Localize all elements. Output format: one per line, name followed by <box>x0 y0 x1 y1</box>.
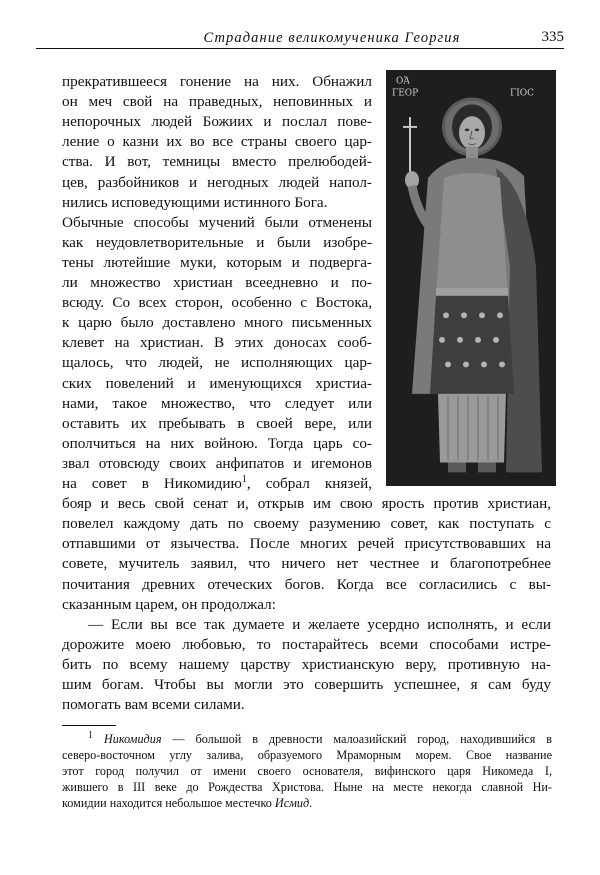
body-line: ление о казни их во все страны своего цар- <box>62 133 372 151</box>
body-line: звал отовсюду своих анфипатов и игемонов <box>62 454 372 472</box>
body-line: Обычные способы мучений были отменены <box>62 213 372 231</box>
footnote-line <box>62 795 552 811</box>
icon-inscription-right: ΓΙΟϹ <box>510 88 535 99</box>
icon-illustration <box>386 70 556 486</box>
body-line: щалось, что людей, не исполняющих цар- <box>62 354 372 372</box>
body-line: помогать вам всеми силами. <box>62 696 245 714</box>
footnote-line <box>88 731 552 747</box>
footnote-line: этот город получил от имени своего основателя, вифинского царя Никомеда I, <box>62 764 552 779</box>
icon-inscription-left-2: ΓΕΟΡ <box>392 88 419 99</box>
footnote-reference: 1 <box>241 473 247 485</box>
body-line: ополчиться на них войною. Тогда царь со- <box>62 434 372 452</box>
body-line: нились исповедующими истинного Бога. <box>62 193 328 211</box>
footnote-text: — большой в древности малоазийский город, находившийся в <box>161 732 553 747</box>
footnote-line: северо-восточном углу залива, образуемого Мраморным морем. Свое название <box>62 748 552 763</box>
body-line: как неудовлетворительные и были изобре- <box>62 233 372 251</box>
footnote-separator <box>62 725 116 726</box>
footnote-text: . <box>309 796 313 811</box>
body-line: почитания древних отеческих богов. Когда все согласились с вы- <box>62 575 551 593</box>
body-line: цев, разбойников и негодных людей напол- <box>62 173 372 191</box>
footnote-term: Никомидия <box>103 732 162 747</box>
body-line: ских повелений и именующихся христиа- <box>62 374 372 392</box>
running-header <box>36 26 564 49</box>
body-line: ства. И вот, темницы вместо прелюбодей- <box>62 153 372 171</box>
page-number: 335 <box>541 29 564 45</box>
body-text: , собрал князей, <box>246 475 372 492</box>
body-line: клевет на христиан. В этих доносах сооб- <box>62 334 372 352</box>
body-line: непорочных людей Божиих и послал пове- <box>62 113 372 131</box>
body-line: шим богам. Чтобы вы могли это совершить успешнее, я сам буду <box>62 676 551 693</box>
body-line: бить по всему нашему царству христианскую веру, противную на- <box>62 655 551 673</box>
body-line: — Если вы все так думаете и желаете усердно исполнять, и если <box>88 615 551 633</box>
body-line: ли множество христиан всеедневно и по- <box>62 274 372 291</box>
running-title: Страдание великомученика Георгия <box>203 30 461 46</box>
body-line: к царю было доставлено много письменных <box>62 314 372 332</box>
body-line: всюду. Со всех сторон, особенно с Востока, <box>62 294 372 312</box>
body-line-with-footnote <box>62 474 372 494</box>
body-line: дорожите моею любовью, то постарайтесь всеми способами истре- <box>62 635 551 653</box>
body-line: повелел каждому дать по своему разумению совет, как поступать с <box>62 515 551 533</box>
body-line: отпавшими от язычества. После многих речей присутствовавших на <box>62 535 551 553</box>
footnote-line: жившего в III веке до Рождества Христова. Ныне на месте некогда славной Ни- <box>62 780 552 795</box>
body-text: на совет в Никомидию <box>62 475 242 492</box>
body-line: бояр и весь свой сенат и, открыв им свою ярость против христиан, <box>62 495 551 513</box>
footnote-marker: 1 <box>88 730 93 742</box>
body-line: совете, мучитель заявил, что ничего нет честнее и благопотребнее <box>62 555 551 573</box>
body-line: тены лютейшие муки, которым и подверга- <box>62 253 372 271</box>
footnote-text: комидии находится небольшое местечко <box>62 796 275 811</box>
body-line: он меч свой на праведных, неповинных и <box>62 93 372 111</box>
body-line: оставить их пребывать в своей вере, или <box>62 414 372 432</box>
body-line: прекратившееся гонение на них. Обнажил <box>62 73 372 90</box>
footnote-term-ismid: Исмид <box>274 796 310 811</box>
body-line: сказанным царем, он продолжал: <box>62 595 276 613</box>
body-line: нами, такое множество, что следует или <box>62 394 372 412</box>
icon-inscription-left: ΟἉ <box>396 76 410 87</box>
